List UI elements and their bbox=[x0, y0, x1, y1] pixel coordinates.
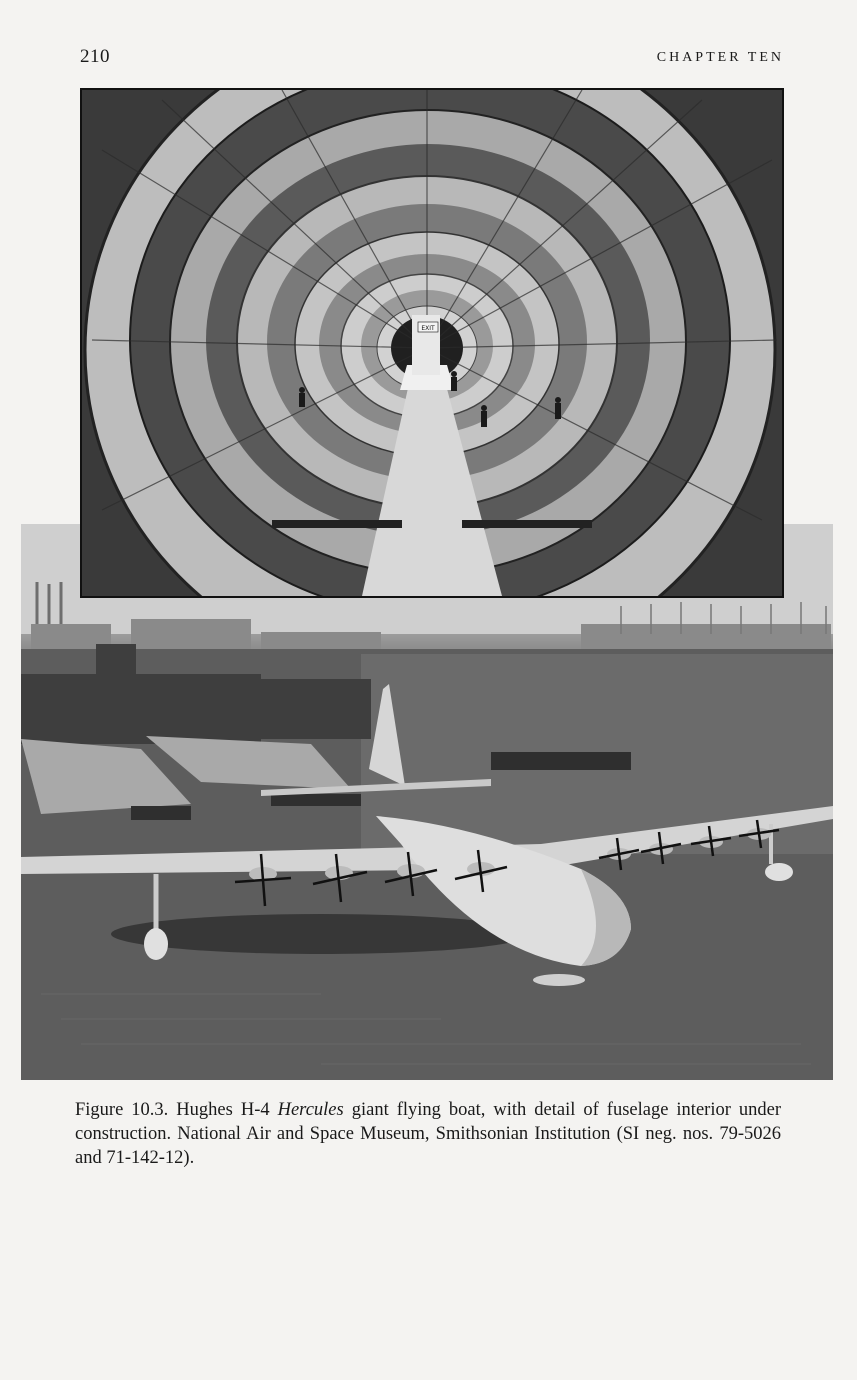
caption-italic-title: Hercules bbox=[277, 1100, 344, 1120]
caption-prefix: Figure 10.3. Hughes H-4 bbox=[75, 1100, 278, 1120]
running-head: CHAPTER TEN bbox=[656, 50, 784, 65]
page-number: 210 bbox=[80, 46, 110, 67]
flying-boat-illustration bbox=[21, 524, 833, 1080]
figure-caption bbox=[75, 1098, 781, 1170]
fuselage-interior-photo bbox=[80, 88, 784, 598]
fuselage-interior-illustration bbox=[82, 90, 782, 596]
caption-rest: giant flying boat, with detail of fuselage interior under construction. National Air and Space Museum, Smithsonian Institution (SI neg. nos. 79-5026 and 71-142-12). bbox=[75, 1100, 781, 1168]
flying-boat-photo bbox=[21, 524, 833, 1080]
exit-sign: EXIT bbox=[421, 325, 435, 332]
